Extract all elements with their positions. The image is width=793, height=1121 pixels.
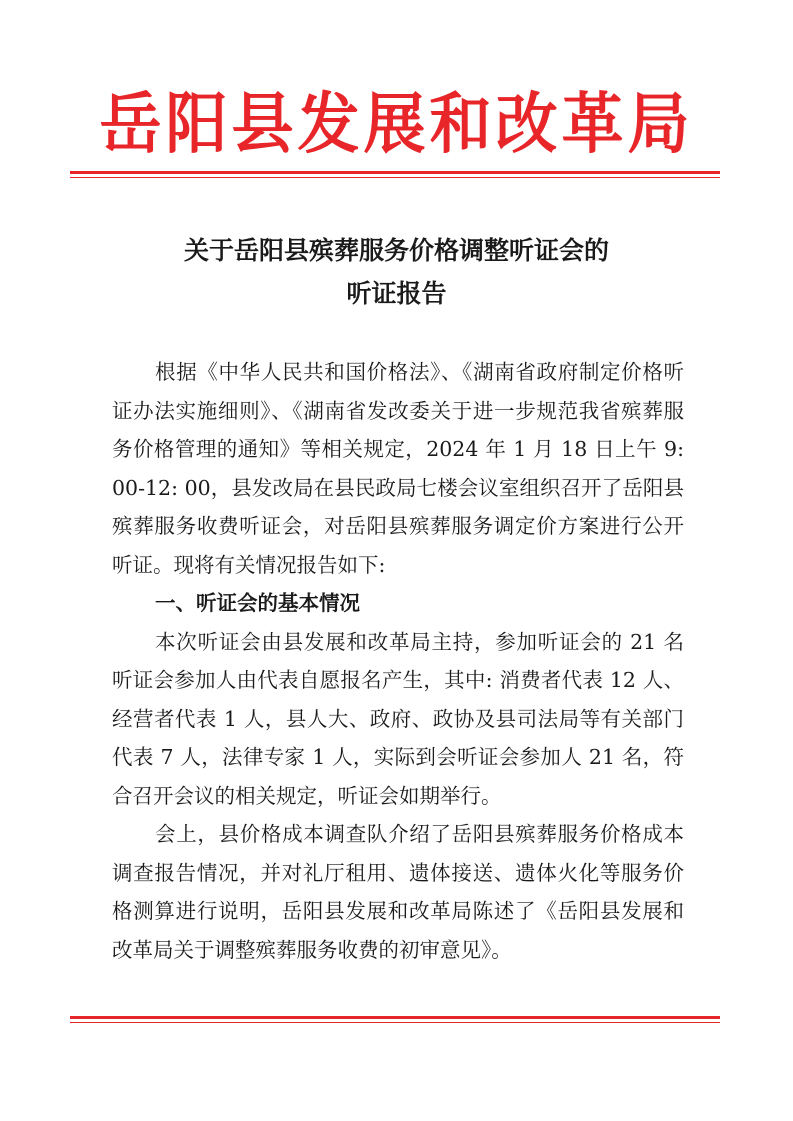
document-title-line-1: 关于岳阳县殡葬服务价格调整听证会的 — [183, 236, 609, 265]
footer-divider-thick — [70, 1016, 720, 1019]
header-divider-thin — [70, 177, 720, 178]
organization-header: 岳阳县发展和改革局 — [99, 84, 694, 163]
document-body — [112, 353, 684, 969]
paragraph-meeting: 会上，县价格成本调查队介绍了岳阳县殡葬服务价格成本调查报告情况，并对礼厅租用、遗体接送、遗体火化等服务价格测算进行说明，岳阳县发展和改革局陈述了《岳阳县发展和改革局关于调整殡葬服务收费的初审意见》。 — [112, 822, 684, 962]
paragraph-intro: 根据《中华人民共和国价格法》、《湖南省政府制定价格听证办法实施细则》、《湖南省发改委关于进一步规范我省殡葬服务价格管理的通知》等相关规定，2024 年 1 月 18 日上午 9: 00-12: 00，县发改局在县民政局七楼会议室组织召开了岳阳县殡葬服务收费听证会，对岳阳县殡葬服务调定价方案进行公开听证。现将有关情况报告如下: — [112, 360, 684, 577]
section-heading-basic-info: 一、听证会的基本情况 — [155, 591, 361, 615]
document-title-line-2: 听证报告 — [346, 279, 447, 308]
paragraph-participants: 本次听证会由县发展和改革局主持，参加听证会的 21 名听证会参加人由代表自愿报名产生，其中: 消费者代表 12 人、经营者代表 1 人，县人大、政府、政协及县司法局等有关部门代表 7 人，法律专家 1 人，实际到会听证会参加人 21 名，符合召开会议的相关规定，听证会如期举行。 — [112, 629, 684, 808]
header-divider-thick — [70, 171, 720, 174]
footer-divider-thin — [70, 1022, 720, 1023]
